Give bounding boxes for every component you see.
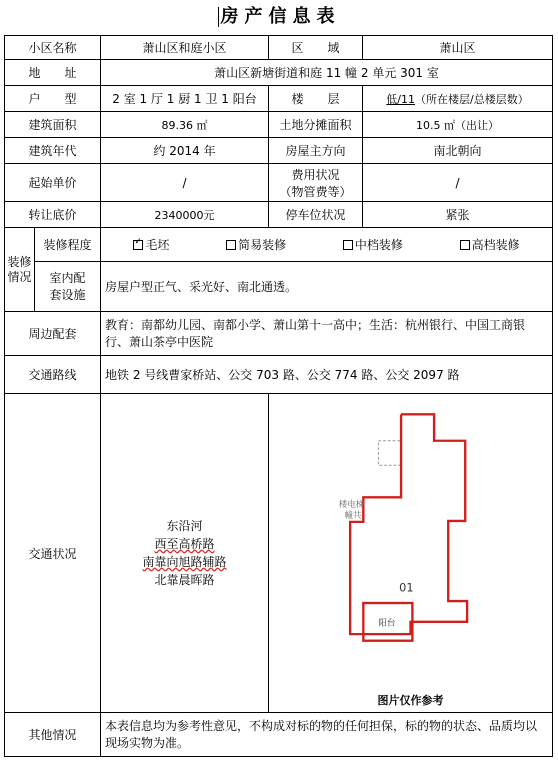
label-year: 建筑年代 [5,138,101,164]
decoration-option[interactable] [133,236,169,253]
table-row [5,394,553,713]
label-fees [269,164,363,202]
table-row [5,312,553,356]
floor-plan-drawing [269,394,552,712]
traffic-west: 西至高桥路 [154,537,215,551]
value-other: 本表信息均为参考性意见，不构成对标的物的任何担保，标的物的状态、品质均以现场实物为准。 [101,713,553,757]
property-info-table [4,35,553,757]
value-land-area: 10.5 ㎡（出让） [363,112,553,138]
label-decoration-level: 装修程度 [35,228,101,262]
table-row [5,36,553,60]
text-cursor [218,7,219,27]
stairwell-outline [378,441,401,466]
label-layout: 户 型 [5,86,101,112]
value-fees: / [363,164,553,202]
page-title [0,0,558,34]
value-transfer-price: 2340000元 [101,202,269,228]
decoration-option-label: 毛坯 [145,238,170,252]
label-floor: 楼 层 [269,86,363,112]
label-traffic: 交通状况 [5,394,101,713]
floor-level: 低/11 [386,92,415,106]
value-layout: 2 室 1 厅 1 厨 1 卫 1 阳台 [101,86,269,112]
floor-plan-cell [269,394,553,713]
table-row [5,262,553,312]
checkbox-icon[interactable] [226,240,236,250]
label-decoration-group: 装修情况 [5,228,35,312]
floor-plan [269,394,552,712]
table-row [5,164,553,202]
value-address: 萧山区新塘街道和庭 11 幢 2 单元 301 室 [101,60,553,86]
value-orientation: 南北朝向 [363,138,553,164]
fees-label-line2: （物管费等） [279,184,352,199]
plan-caption: 图片仅作参考 [377,694,444,707]
value-district: 萧山区 [363,36,553,60]
checkbox-icon[interactable] [343,240,353,250]
value-community: 萧山区和庭小区 [101,36,269,60]
label-parking: 停车位状况 [269,202,363,228]
label-facilities [35,262,101,312]
label-surroundings: 周边配套 [5,312,101,356]
label-district: 区 域 [269,36,363,60]
label-community: 小区名称 [5,36,101,60]
table-row [5,138,553,164]
unit-number: 01 [399,580,414,595]
checked-box-icon[interactable] [133,240,143,250]
table-row [5,112,553,138]
traffic-east: 东沿河 [166,519,203,533]
label-orientation: 房屋主方向 [269,138,363,164]
decoration-option[interactable] [460,236,520,253]
decoration-option-label: 简易装修 [238,238,287,252]
value-surroundings: 教育：南都幼儿园、南都小学、萧山第十一高中；生活：杭州银行、中国工商银行、萧山茶亭中医院 [101,312,553,356]
value-area: 89.36 ㎡ [101,112,269,138]
facilities-label-line1: 室内配 [49,270,86,285]
stair-sublabel: 幢共 [344,511,362,522]
apartment-outline [350,414,467,634]
balcony-label: 阳台 [378,618,396,629]
label-routes: 交通路线 [5,356,101,394]
value-parking: 紧张 [363,202,553,228]
table-row [5,60,553,86]
table-row [5,228,553,262]
decoration-option-label: 高档装修 [471,238,520,252]
value-routes: 地铁 2 号线曹家桥站、公交 703 路、公交 774 路、公交 2097 路 [101,356,553,394]
traffic-directions [101,394,269,713]
table-row [5,202,553,228]
value-unit-price: / [101,164,269,202]
label-other: 其他情况 [5,713,101,757]
table-row [5,86,553,112]
label-unit-price: 起始单价 [5,164,101,202]
traffic-south: 南靠向旭路辅路 [142,555,227,569]
label-address: 地 址 [5,60,101,86]
label-land-area: 土地分摊面积 [269,112,363,138]
decoration-option-label: 中档装修 [354,238,403,252]
label-area: 建筑面积 [5,112,101,138]
fees-label-line1: 费用状况 [291,167,340,182]
label-transfer-price: 转让底价 [5,202,101,228]
facilities-label-line2: 套设施 [49,287,86,302]
decoration-option[interactable] [226,236,286,253]
value-year: 约 2014 年 [101,138,269,164]
decoration-options [101,228,553,262]
decoration-option[interactable] [343,236,403,253]
title-text: 房产信息表 [220,6,341,27]
table-row [5,713,553,757]
value-floor [363,86,553,112]
traffic-north: 北靠晨晖路 [154,573,215,587]
floor-note: （所在楼层/总楼层数） [415,92,529,106]
stair-label: 楼电梯 [338,499,365,510]
checkbox-icon[interactable] [460,240,470,250]
value-facilities: 房屋户型正气、采光好、南北通透。 [101,262,553,312]
table-row [5,356,553,394]
